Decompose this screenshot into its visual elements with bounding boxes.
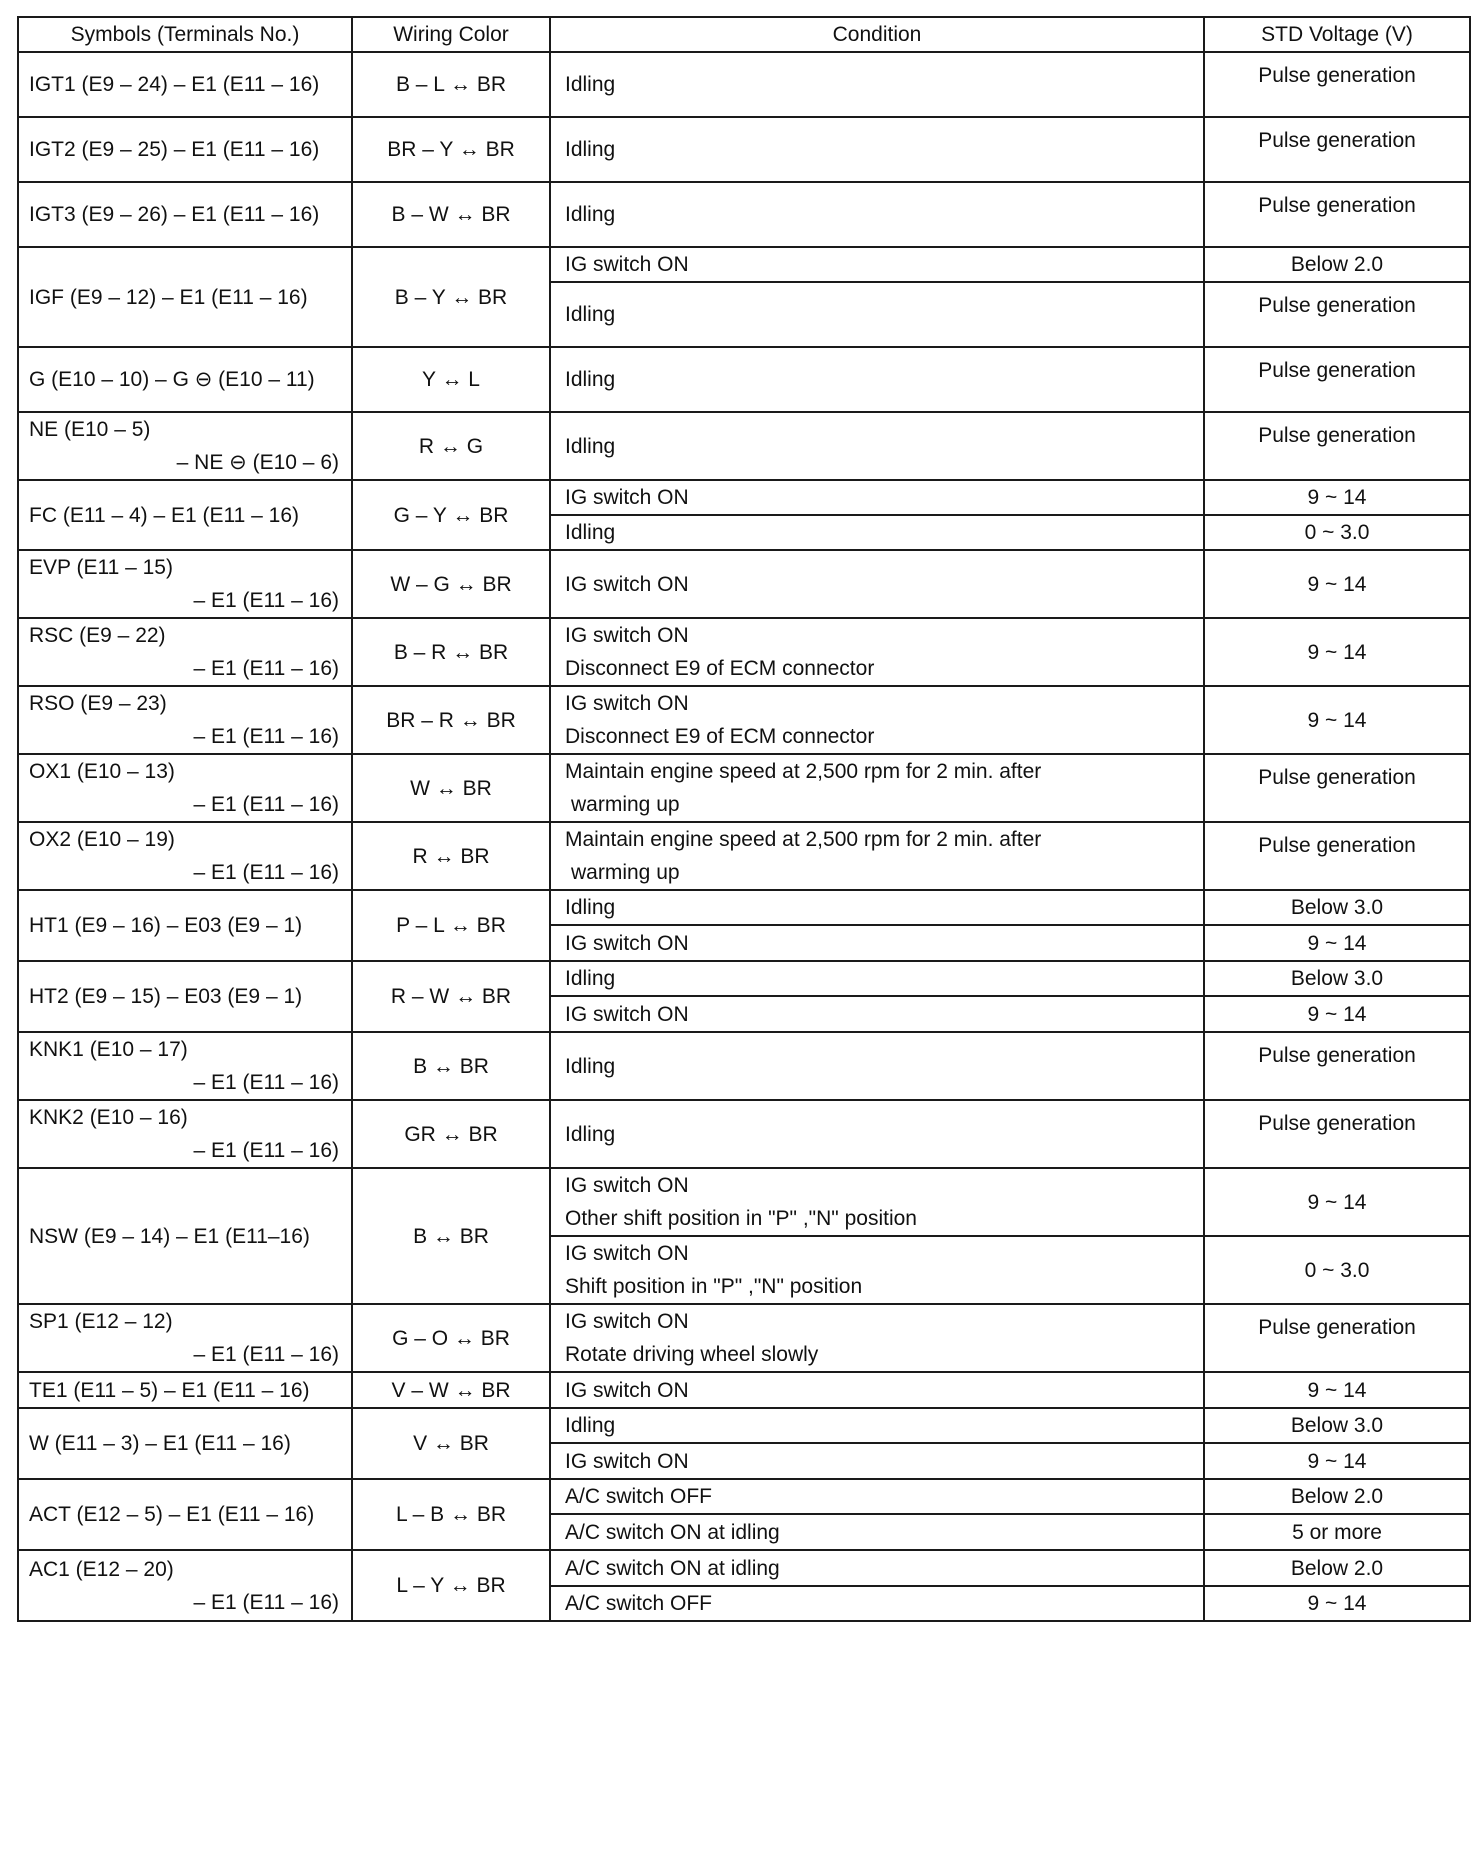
condition-line: IG switch ON — [565, 486, 689, 509]
condition-cell — [550, 890, 1204, 925]
std-voltage-cell: Below 3.0 — [1204, 1408, 1470, 1443]
symbol-line: HT2 (E9 – 15) – E03 (E9 – 1) — [29, 985, 303, 1008]
header-wiring-color: Wiring Color — [352, 17, 550, 52]
condition-cell — [550, 754, 1204, 822]
symbol-line: – E1 (E11 – 16) — [193, 1343, 339, 1366]
wiring-color-cell: L – B ↔ BR — [352, 1479, 550, 1550]
symbol-line: EVP (E11 – 15) — [29, 556, 173, 579]
std-voltage-cell: Below 3.0 — [1204, 961, 1470, 996]
symbol-terminals-cell — [18, 1479, 352, 1550]
header-condition: Condition — [550, 17, 1204, 52]
symbol-terminals-cell — [18, 1550, 352, 1621]
condition-cell — [550, 822, 1204, 890]
condition-cell — [550, 182, 1204, 247]
std-voltage-cell: Below 3.0 — [1204, 890, 1470, 925]
condition-line: Idling — [565, 138, 616, 161]
symbol-terminals-cell — [18, 1304, 352, 1372]
condition-line: Idling — [565, 434, 616, 458]
std-voltage-cell: Pulse generation — [1204, 1032, 1470, 1100]
condition-line: A/C switch OFF — [565, 1592, 713, 1615]
std-voltage-cell: Pulse generation — [1204, 822, 1470, 890]
symbol-line: RSO (E9 – 23) — [29, 692, 167, 715]
std-voltage-cell: Pulse generation — [1204, 1100, 1470, 1168]
symbol-line: IGF (E9 – 12) – E1 (E11 – 16) — [29, 285, 308, 309]
wiring-color-cell: B ↔ BR — [352, 1032, 550, 1100]
std-voltage-cell: 9 ~ 14 — [1204, 618, 1470, 686]
symbol-line: OX2 (E10 – 19) — [29, 828, 175, 851]
condition-line: Shift position in "P" ,"N" position — [565, 1275, 863, 1298]
header-symbols: Symbols (Terminals No.) — [18, 17, 352, 52]
std-voltage-cell: 9 ~ 14 — [1204, 1586, 1470, 1621]
std-voltage-cell: Pulse generation — [1204, 1304, 1470, 1372]
condition-line: Idling — [565, 521, 616, 544]
condition-cell — [550, 282, 1204, 347]
condition-line: IG switch ON — [565, 1310, 689, 1333]
symbol-line: – E1 (E11 – 16) — [193, 861, 339, 884]
condition-line: Maintain engine speed at 2,500 rpm for 2 min. after — [565, 828, 1042, 851]
condition-cell — [550, 117, 1204, 182]
condition-line: IG switch ON — [565, 931, 689, 955]
std-voltage-cell: 9 ~ 14 — [1204, 996, 1470, 1032]
condition-line: IG switch ON — [565, 1378, 689, 1402]
wiring-color-cell: R – W ↔ BR — [352, 961, 550, 1032]
symbol-line: – E1 (E11 – 16) — [193, 725, 339, 748]
wiring-color-cell: B – W ↔ BR — [352, 182, 550, 247]
wiring-color-cell: R ↔ BR — [352, 822, 550, 890]
condition-line: Rotate driving wheel slowly — [565, 1343, 819, 1366]
condition-cell — [550, 686, 1204, 754]
table-row — [18, 412, 1470, 480]
symbol-line: NE (E10 – 5) — [29, 418, 151, 441]
symbol-line: – E1 (E11 – 16) — [193, 589, 339, 612]
wiring-color-cell: W ↔ BR — [352, 754, 550, 822]
symbol-terminals-cell — [18, 347, 352, 412]
table-row — [18, 686, 1470, 754]
std-voltage-cell: Pulse generation — [1204, 52, 1470, 117]
std-voltage-cell: Pulse generation — [1204, 282, 1470, 347]
wiring-color-cell: V ↔ BR — [352, 1408, 550, 1479]
condition-cell — [550, 1100, 1204, 1168]
symbol-terminals-cell — [18, 480, 352, 550]
symbol-terminals-cell — [18, 1032, 352, 1100]
table-row — [18, 347, 1470, 412]
table-row — [18, 182, 1470, 247]
table-row — [18, 480, 1470, 515]
condition-line: Idling — [565, 1054, 616, 1078]
condition-cell — [550, 52, 1204, 117]
symbol-terminals-cell — [18, 247, 352, 347]
symbol-terminals-cell — [18, 550, 352, 618]
wiring-color-cell: V – W ↔ BR — [352, 1372, 550, 1408]
wiring-color-cell: P – L ↔ BR — [352, 890, 550, 961]
table-row — [18, 618, 1470, 686]
condition-cell — [550, 1479, 1204, 1514]
symbol-terminals-cell — [18, 1408, 352, 1479]
symbol-terminals-cell — [18, 1372, 352, 1408]
table-row — [18, 52, 1470, 117]
condition-cell — [550, 412, 1204, 480]
condition-cell — [550, 618, 1204, 686]
symbol-terminals-cell — [18, 754, 352, 822]
table-row — [18, 754, 1470, 822]
condition-line: IG switch ON — [565, 1002, 689, 1026]
wiring-color-cell: GR ↔ BR — [352, 1100, 550, 1168]
condition-cell — [550, 1550, 1204, 1586]
wiring-color-cell: B – Y ↔ BR — [352, 247, 550, 347]
wiring-color-cell: BR – R ↔ BR — [352, 686, 550, 754]
condition-line: Idling — [565, 203, 616, 226]
symbol-line: – E1 (E11 – 16) — [193, 793, 339, 816]
condition-cell — [550, 1408, 1204, 1443]
condition-cell — [550, 1304, 1204, 1372]
condition-line: IG switch ON — [565, 1449, 689, 1473]
wiring-color-cell: G – O ↔ BR — [352, 1304, 550, 1372]
condition-line: Disconnect E9 of ECM connector — [565, 657, 875, 680]
symbol-line: FC (E11 – 4) – E1 (E11 – 16) — [29, 503, 300, 527]
symbol-line: IGT3 (E9 – 26) – E1 (E11 – 16) — [29, 203, 320, 226]
table-row — [18, 890, 1470, 925]
table-row — [18, 1550, 1470, 1586]
std-voltage-cell: Below 2.0 — [1204, 1479, 1470, 1514]
symbol-terminals-cell — [18, 1168, 352, 1304]
symbol-line: OX1 (E10 – 13) — [29, 760, 175, 783]
condition-cell — [550, 1236, 1204, 1304]
condition-line: IG switch ON — [565, 253, 689, 276]
spec-sheet — [17, 16, 1469, 1872]
std-voltage-cell: 9 ~ 14 — [1204, 480, 1470, 515]
symbol-line: – E1 (E11 – 16) — [193, 1139, 339, 1162]
wiring-color-cell: B – R ↔ BR — [352, 618, 550, 686]
symbol-line: – E1 (E11 – 16) — [193, 657, 339, 680]
condition-line: IG switch ON — [565, 572, 689, 596]
condition-line: IG switch ON — [565, 1174, 689, 1197]
std-voltage-cell: 9 ~ 14 — [1204, 1372, 1470, 1408]
condition-line: warming up — [571, 861, 680, 884]
std-voltage-cell: 9 ~ 14 — [1204, 925, 1470, 961]
symbol-terminals-cell — [18, 117, 352, 182]
std-voltage-cell: 0 ~ 3.0 — [1204, 515, 1470, 550]
condition-cell — [550, 515, 1204, 550]
symbol-line: ACT (E12 – 5) – E1 (E11 – 16) — [29, 1503, 315, 1526]
condition-line: IG switch ON — [565, 692, 689, 715]
symbol-terminals-cell — [18, 412, 352, 480]
condition-line: A/C switch ON at idling — [565, 1556, 780, 1580]
condition-cell — [550, 1586, 1204, 1621]
condition-cell — [550, 925, 1204, 961]
table-row — [18, 117, 1470, 182]
table-row — [18, 1032, 1470, 1100]
symbol-line: IGT1 (E9 – 24) – E1 (E11 – 16) — [29, 73, 320, 96]
wiring-color-cell: G – Y ↔ BR — [352, 480, 550, 550]
condition-cell — [550, 247, 1204, 282]
symbol-line: G (E10 – 10) – G ⊖ (E10 – 11) — [29, 368, 315, 391]
voltage-spec-table — [17, 16, 1471, 1622]
table-row — [18, 1372, 1470, 1408]
condition-line: Other shift position in "P" ,"N" position — [565, 1207, 917, 1230]
condition-line: Disconnect E9 of ECM connector — [565, 725, 875, 748]
condition-line: IG switch ON — [565, 1242, 689, 1265]
condition-cell — [550, 550, 1204, 618]
condition-line: Maintain engine speed at 2,500 rpm for 2 min. after — [565, 760, 1042, 783]
table-row — [18, 1304, 1470, 1372]
wiring-color-cell: Y ↔ L — [352, 347, 550, 412]
table-row — [18, 822, 1470, 890]
wiring-color-cell: W – G ↔ BR — [352, 550, 550, 618]
table-row — [18, 1168, 1470, 1236]
condition-line: IG switch ON — [565, 624, 689, 647]
condition-line: Idling — [565, 1122, 616, 1146]
symbol-line: KNK1 (E10 – 17) — [29, 1038, 188, 1061]
symbol-line: TE1 (E11 – 5) – E1 (E11 – 16) — [29, 1378, 310, 1402]
std-voltage-cell: 5 or more — [1204, 1514, 1470, 1550]
wiring-color-cell: BR – Y ↔ BR — [352, 117, 550, 182]
condition-line: A/C switch OFF — [565, 1485, 713, 1508]
header-std-voltage: STD Voltage (V) — [1204, 17, 1470, 52]
symbol-line: – NE ⊖ (E10 – 6) — [176, 451, 339, 474]
symbol-line: – E1 (E11 – 16) — [193, 1071, 339, 1094]
wiring-color-cell: L – Y ↔ BR — [352, 1550, 550, 1621]
std-voltage-cell: 9 ~ 14 — [1204, 1168, 1470, 1236]
symbol-line: – E1 (E11 – 16) — [193, 1590, 339, 1614]
condition-line: Idling — [565, 368, 616, 391]
std-voltage-cell: 9 ~ 14 — [1204, 686, 1470, 754]
condition-line: warming up — [571, 793, 680, 816]
wiring-color-cell: R ↔ G — [352, 412, 550, 480]
std-voltage-cell: Pulse generation — [1204, 754, 1470, 822]
std-voltage-cell: Pulse generation — [1204, 412, 1470, 480]
symbol-line: W (E11 – 3) – E1 (E11 – 16) — [29, 1432, 291, 1455]
wiring-color-cell: B ↔ BR — [352, 1168, 550, 1304]
table-row — [18, 247, 1470, 282]
condition-cell — [550, 480, 1204, 515]
condition-line: Idling — [565, 1414, 616, 1437]
symbol-terminals-cell — [18, 52, 352, 117]
symbol-terminals-cell — [18, 961, 352, 1032]
symbol-line: RSC (E9 – 22) — [29, 624, 166, 647]
condition-line: A/C switch ON at idling — [565, 1520, 780, 1544]
condition-cell — [550, 347, 1204, 412]
std-voltage-cell: Pulse generation — [1204, 182, 1470, 247]
std-voltage-cell: Pulse generation — [1204, 117, 1470, 182]
std-voltage-cell: Pulse generation — [1204, 347, 1470, 412]
symbol-terminals-cell — [18, 1100, 352, 1168]
std-voltage-cell: Below 2.0 — [1204, 1550, 1470, 1586]
symbol-line: IGT2 (E9 – 25) – E1 (E11 – 16) — [29, 138, 320, 161]
table-row — [18, 961, 1470, 996]
wiring-color-cell: B – L ↔ BR — [352, 52, 550, 117]
symbol-terminals-cell — [18, 822, 352, 890]
table-row — [18, 550, 1470, 618]
symbol-line: NSW (E9 – 14) – E1 (E11–16) — [29, 1224, 310, 1248]
symbol-terminals-cell — [18, 182, 352, 247]
condition-cell — [550, 961, 1204, 996]
table-row — [18, 1408, 1470, 1443]
condition-cell — [550, 1372, 1204, 1408]
condition-cell — [550, 1032, 1204, 1100]
condition-cell — [550, 996, 1204, 1032]
condition-cell — [550, 1514, 1204, 1550]
table-row — [18, 1100, 1470, 1168]
std-voltage-cell: Below 2.0 — [1204, 247, 1470, 282]
symbol-terminals-cell — [18, 618, 352, 686]
symbol-line: AC1 (E12 – 20) — [29, 1557, 174, 1581]
condition-line: Idling — [565, 967, 616, 990]
std-voltage-cell: 9 ~ 14 — [1204, 550, 1470, 618]
condition-line: Idling — [565, 73, 616, 96]
condition-line: Idling — [565, 303, 616, 326]
table-row — [18, 1479, 1470, 1514]
symbol-line: KNK2 (E10 – 16) — [29, 1106, 188, 1129]
symbol-terminals-cell — [18, 890, 352, 961]
table-header-row — [18, 17, 1470, 52]
condition-cell — [550, 1168, 1204, 1236]
symbol-line: SP1 (E12 – 12) — [29, 1310, 173, 1333]
symbol-line: HT1 (E9 – 16) – E03 (E9 – 1) — [29, 914, 303, 937]
table-body — [18, 52, 1470, 1621]
condition-cell — [550, 1443, 1204, 1479]
std-voltage-cell: 9 ~ 14 — [1204, 1443, 1470, 1479]
condition-line: Idling — [565, 896, 616, 919]
symbol-terminals-cell — [18, 686, 352, 754]
std-voltage-cell: 0 ~ 3.0 — [1204, 1236, 1470, 1304]
